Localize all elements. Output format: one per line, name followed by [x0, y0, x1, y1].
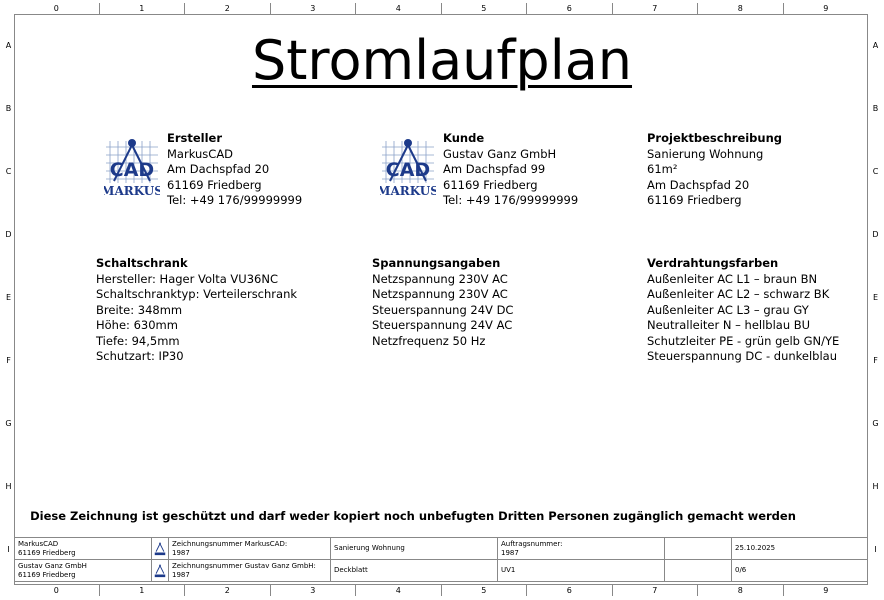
drawing-number-cell: Zeichnungsnummer MarkusCAD: 1987	[169, 538, 331, 560]
date-cell: 25.10.2025	[732, 538, 868, 560]
empty-cell	[665, 560, 732, 582]
row-label: C	[5, 167, 12, 176]
schaltschrank-line: Tiefe: 94,5mm	[96, 333, 180, 348]
column-label: 0	[14, 585, 100, 596]
projekt-line: Sanierung Wohnung	[647, 146, 764, 161]
ersteller-block	[167, 131, 302, 209]
column-label: 8	[698, 585, 784, 596]
row-label: B	[872, 104, 879, 113]
row-label: F	[873, 356, 878, 365]
description-cell: Deckblatt	[331, 560, 498, 582]
order-number-cell: UV1	[498, 560, 665, 582]
column-ruler-top	[14, 3, 868, 14]
row-ruler-left	[3, 14, 14, 585]
column-label: 6	[527, 3, 613, 14]
column-label: 2	[185, 3, 271, 14]
sheet-number-cell: 0/6	[732, 560, 868, 582]
spannung-line: Steuerspannung 24V DC	[372, 302, 514, 317]
title-block-row	[15, 538, 868, 560]
column-label: 4	[356, 3, 442, 14]
schaltschrank-heading: Schaltschrank	[96, 256, 188, 270]
column-label: 7	[613, 585, 699, 596]
cad-logo-small	[152, 538, 169, 560]
row-label: D	[872, 230, 879, 239]
column-label: 7	[613, 3, 699, 14]
spannung-line: Netzspannung 230V AC	[372, 271, 508, 286]
page-title: Stromlaufplan	[251, 29, 633, 92]
row-label: A	[5, 41, 12, 50]
svg-text:MARKUS: MARKUS	[380, 184, 436, 198]
column-label: 0	[14, 3, 100, 14]
projekt-heading: Projektbeschreibung	[647, 131, 783, 145]
column-label: 9	[823, 4, 829, 13]
title-block	[14, 537, 868, 582]
row-label: H	[872, 482, 879, 491]
spannung-heading: Spannungsangaben	[372, 256, 501, 270]
svg-text:CAD: CAD	[385, 159, 431, 181]
farben-block	[647, 256, 839, 365]
spannung-line: Steuerspannung 24V AC	[372, 318, 513, 332]
description-cell: Sanierung Wohnung	[331, 538, 498, 560]
row-label: D	[5, 230, 12, 239]
projekt-line: 61169 Friedberg	[647, 193, 742, 207]
cad-logo-small	[152, 560, 169, 582]
schaltschrank-line: Breite: 348mm	[96, 302, 183, 317]
drawing-number-cell: Zeichnungsnummer Gustav Ganz GmbH: 1987	[169, 560, 331, 582]
ersteller-line: Am Dachspfad 20	[167, 162, 270, 176]
projekt-line: 61m²	[647, 162, 678, 176]
kunde-block	[443, 131, 578, 209]
markus-cad-logo	[104, 137, 160, 201]
schaltschrank-line: Höhe: 630mm	[96, 318, 178, 332]
column-ruler-bottom	[14, 585, 868, 596]
column-label: 1	[100, 585, 186, 596]
column-label: 3	[271, 3, 357, 14]
farben-line: Außenleiter AC L3 – grau GY	[647, 302, 809, 317]
column-label: 8	[698, 3, 784, 14]
kunde-line: Am Dachspfad 99	[443, 162, 546, 176]
column-label: 2	[185, 585, 271, 596]
ersteller-line: 61169 Friedberg	[167, 177, 262, 192]
row-label: I	[874, 545, 877, 554]
schaltschrank-block	[96, 256, 297, 365]
column-label: 5	[442, 3, 528, 14]
farben-line: Außenleiter AC L1 – braun BN	[647, 271, 818, 286]
kunde-heading: Kunde	[443, 131, 485, 145]
row-label: I	[7, 545, 10, 554]
spannung-line: Netzfrequenz 50 Hz	[372, 333, 486, 348]
company-cell: MarkusCAD 61169 Friedberg	[15, 538, 152, 560]
row-ruler-right	[870, 14, 881, 585]
row-label: C	[872, 167, 879, 176]
column-label: 9	[823, 586, 829, 595]
row-label: E	[5, 293, 12, 302]
row-label: F	[6, 356, 11, 365]
farben-line: Steuerspannung DC - dunkelblau	[647, 349, 837, 363]
schaltschrank-line: Schutzart: IP30	[96, 349, 184, 363]
markus-cad-logo	[380, 137, 436, 201]
column-label: 3	[271, 585, 357, 596]
kunde-line: 61169 Friedberg	[443, 177, 538, 192]
svg-text:MARKUS: MARKUS	[104, 184, 160, 198]
projekt-block	[647, 131, 782, 209]
row-label: G	[5, 419, 12, 428]
ersteller-heading: Ersteller	[167, 131, 223, 145]
empty-cell	[665, 538, 732, 560]
farben-line: Außenleiter AC L2 – schwarz BK	[647, 287, 830, 301]
row-label: B	[5, 104, 12, 113]
row-label: H	[5, 482, 12, 491]
column-label: 1	[100, 3, 186, 14]
spannung-block	[372, 256, 513, 349]
farben-heading: Verdrahtungsfarben	[647, 256, 779, 270]
copyright-notice: Diese Zeichnung ist geschützt und darf weder kopiert noch unbefugten Dritten Personen zugänglich gemacht werden	[30, 509, 796, 523]
order-number-cell: Auftragsnummer: 1987	[498, 538, 665, 560]
farben-line: Schutzleiter PE - grün gelb GN/YE	[647, 333, 840, 348]
company-cell: Gustav Ganz GmbH 61169 Friedberg	[15, 560, 152, 582]
kunde-line: Gustav Ganz GmbH	[443, 146, 557, 161]
column-label: 6	[527, 585, 613, 596]
ersteller-line: MarkusCAD	[167, 146, 234, 161]
projekt-line: Am Dachspfad 20	[647, 177, 750, 192]
row-label: E	[872, 293, 879, 302]
row-label: G	[872, 419, 879, 428]
row-label: A	[872, 41, 879, 50]
schaltschrank-line: Schaltschranktyp: Verteilerschrank	[96, 287, 298, 301]
svg-text:CAD: CAD	[109, 159, 155, 181]
kunde-line: Tel: +49 176/99999999	[443, 193, 579, 207]
title-block-row	[15, 560, 868, 582]
column-label: 4	[356, 585, 442, 596]
schaltschrank-line: Hersteller: Hager Volta VU36NC	[96, 271, 278, 286]
column-label: 5	[442, 585, 528, 596]
farben-line: Neutralleiter N – hellblau BU	[647, 318, 811, 332]
spannung-line: Netzspannung 230V AC	[372, 287, 508, 301]
ersteller-line: Tel: +49 176/99999999	[167, 193, 303, 207]
